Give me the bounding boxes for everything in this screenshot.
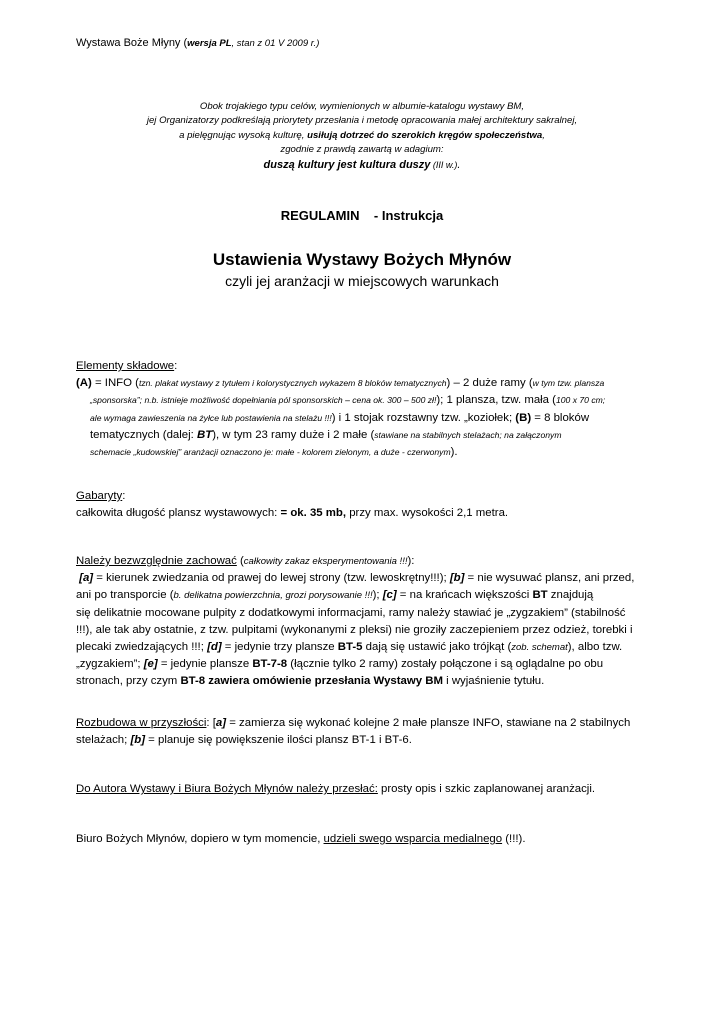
header-version: wersja PL	[187, 38, 232, 49]
motto-line: zgodnie z prawdą zawartą w adagium:	[280, 144, 444, 156]
expansion-section: Rozbudowa w przyszłości: [a] = zamierza się wykonać kolejne 2 małe plansze INFO, stawiane na 2 stabilnych stelażach; [b] = planuje się powiększenie ilości plansz BT-1 i BT-6.	[76, 717, 631, 747]
motto-line: Obok trojakiego typu celów, wymienionych w albumie-katalogu wystawy BM,	[199, 101, 525, 112]
motto-line: a pielęgnując wysoką kulturę, usiłują dotrzeć do szerokich kręgów społeczeństwa,	[179, 129, 545, 141]
motto-block	[0, 100, 724, 172]
elements-section: Elementy składowe: (A) = INFO (tzn. plakat wystawy z tytułem i kolorystycznych wykazem 8 bloków tematycznych) – 2 duże ramy (w tym tzw. plansza „sponsorska”; n.b. istnieje możliwość dopełniania pól sponsorskich – cena ok. 300 – 500 zł!); 1 plansza, tzw. mała (100 x 70 cm; ale wymaga zawieszenia na żyłce lub postawienia na stelażu !!!) i 1 stojak rozstawny tzw. „koziołek; (B) = 8 bloków tematycznych (dalej: BT), w tym 23 ramy duże i 2 małe (stawiane na stabilnych stelażach; na załączonym schemacie „kudowskiej” aranżacji oznaczono je: małe - kolorem zielonym, a duże - czerwonym).	[76, 360, 606, 459]
dimensions-section: Gabaryty: całkowita długość plansz wystawowych: = ok. 35 mb, przy max. wysokości 2,1 metra.	[76, 490, 509, 520]
page-header: Wystawa Boże Młyny (wersja PL, stan z 01 V 2009 r.)	[76, 37, 320, 49]
section-heading: Do Autora Wystawy i Biura Bożych Młynów należy przesłać:	[76, 783, 378, 795]
section-heading: Elementy składowe	[76, 360, 175, 372]
regulamin-heading: REGULAMIN - Instrukcja	[280, 208, 444, 223]
document-subtitle: czyli jej aranżacji w miejscowych warunkach	[225, 273, 499, 289]
author-section: Do Autora Wystawy i Biura Bożych Młynów należy przesłać: prosty opis i szkic zaplanowanej aranżacji.	[76, 783, 596, 795]
motto-line: jej Organizatorzy podkreślają priorytety przesłania i metodę opracowania małej architektury sakralnej,	[146, 115, 578, 127]
document-title: Ustawienia Wystawy Bożych Młynów	[212, 250, 512, 269]
office-section: Biuro Bożych Młynów, dopiero w tym momencie, udzieli swego wsparcia medialnego (!!!).	[76, 833, 526, 845]
section-heading: Rozbudowa w przyszłości	[76, 717, 207, 729]
rules-section: Należy bezwzględnie zachować (całkowity zakaz eksperymentowania !!!): [a] = kierunek zwiedzania od prawej do lewej strony (tzw. lewoskrętny!!!); [b] = nie wysuwać plansz, ani przed, ani po transporcie (b. delikatna powierzchnia, grozi porysowanie !!!); [c] = na krańcach większości BT znajdują się delikatnie mocowane pulpity z dodatkowymi informacjami, ramy należy stawiać je „zygzakiem” (stabilność !!!), ale tak aby ostatnie, z tzw. pulpitami (wykonanymi z pleksi) nie groziły zaczepieniem przez odzież, torebki i plecaki zwiedzających !!!; [d] = jedynie trzy plansze BT-5 dają się ustawić jako trójkąt (zob. schemat), albo tzw. „zygzakiem”; [e] = jedynie plansze BT-7-8 (łącznie tylko 2 ramy) zostały połączone i są oglądalne po obu stronach, przy czym BT-8 zawiera omówienie przesłania Wystawy BM i wyjaśnienie tytułu.	[76, 555, 635, 688]
motto-line: duszą kultury jest kultura duszy (III w.).	[263, 158, 461, 171]
section-heading: Gabaryty	[76, 490, 123, 502]
header-title: Wystawa Boże Młyny	[76, 37, 181, 49]
header-date: , stan z 01 V 2009 r.)	[231, 38, 320, 49]
section-heading: Należy bezwzględnie zachować	[76, 555, 237, 567]
